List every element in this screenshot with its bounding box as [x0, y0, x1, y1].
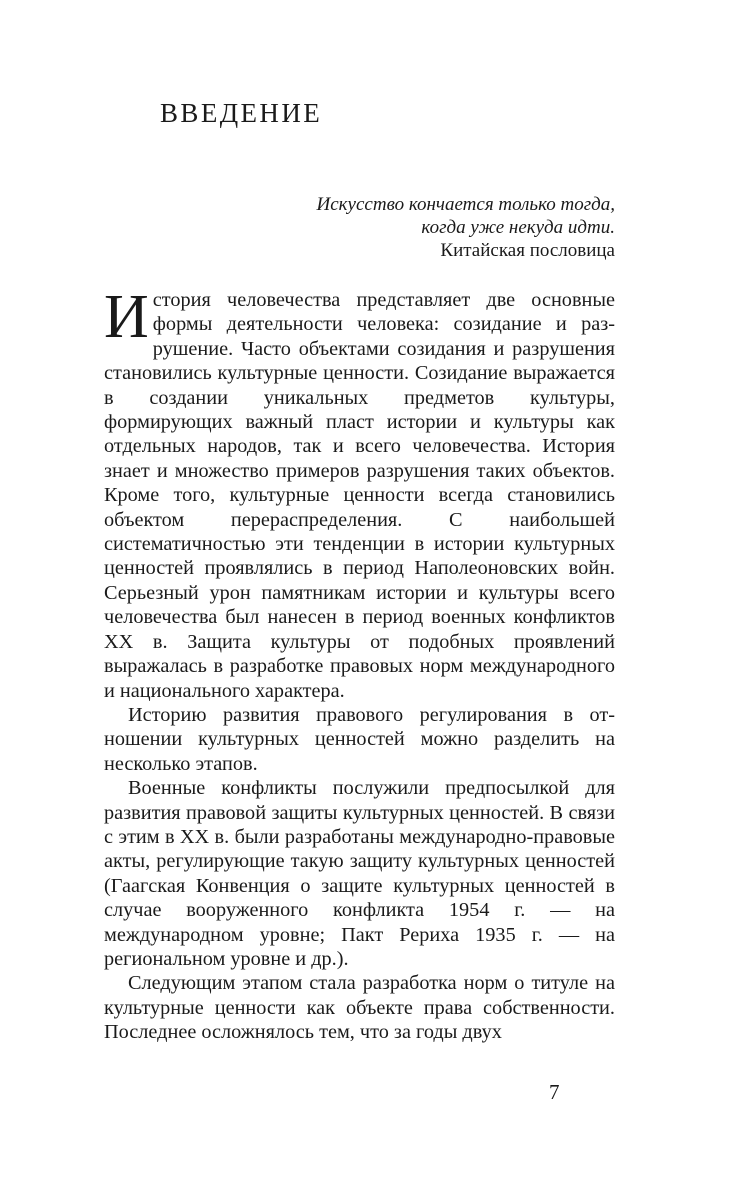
paragraph-3: Военные конфликты послужили предпосылкой для развития правовой защиты культурных ценностей. В связи с этим в XX в. были разработаны международно-правовые акты, регулирующие такую защиту культурных ценностей (Гаагская Конвенция о защите культурных ценностей в случае вооруженного конфликта 1954 г. — на международном уровне; Пакт Рериха 1935 г. — на региональном уровне и др.).	[104, 777, 615, 970]
body-text	[104, 283, 615, 1045]
epigraph-line-2: когда уже некуда идти.	[421, 217, 615, 238]
paragraph-1-text: стория человечества представляет две основные формы деятельности человека: созидание и разрушение. Часто объектами созидания и разрушения становились культурные ценности. Созидание выражается в создании уникальных предметов культуры, формирующих важный пласт истории и культуры как отдельных народов, так и всего человечества. История знает и множество примеров разрушения таких объектов. Кроме того, культурные ценности всегда становились объектом перераспределения. С наибольшей систематичностью эти тенденции в истории культурных ценностей проявлялись в период Наполеоновских войн. Серьезный урон памятникам истории и культуры всего человечества был нанесен в период военных конфликтов XX в. Защита культуры от подобных проявлений выражалась в разработке правовых норм международного и национального характера.	[104, 289, 615, 702]
chapter-title: ВВЕДЕНИЕ	[160, 98, 323, 128]
page-number: 7	[549, 1080, 560, 1104]
epigraph	[195, 193, 615, 262]
epigraph-line-1: Искусство кончается только тогда,	[316, 194, 615, 215]
epigraph-source: Китайская пословица	[440, 240, 615, 261]
paragraph-2: Историю развития правового регулирования в отношении культурных ценностей можно разделить на несколько этапов.	[104, 703, 615, 775]
paragraph-1	[104, 283, 615, 703]
paragraph-4: Следующим этапом стала разработка норм о титуле на культурные ценности как объекте права собственности. Последнее осложнялось тем, что за годы двух	[104, 972, 615, 1044]
drop-cap: И	[104, 283, 149, 351]
